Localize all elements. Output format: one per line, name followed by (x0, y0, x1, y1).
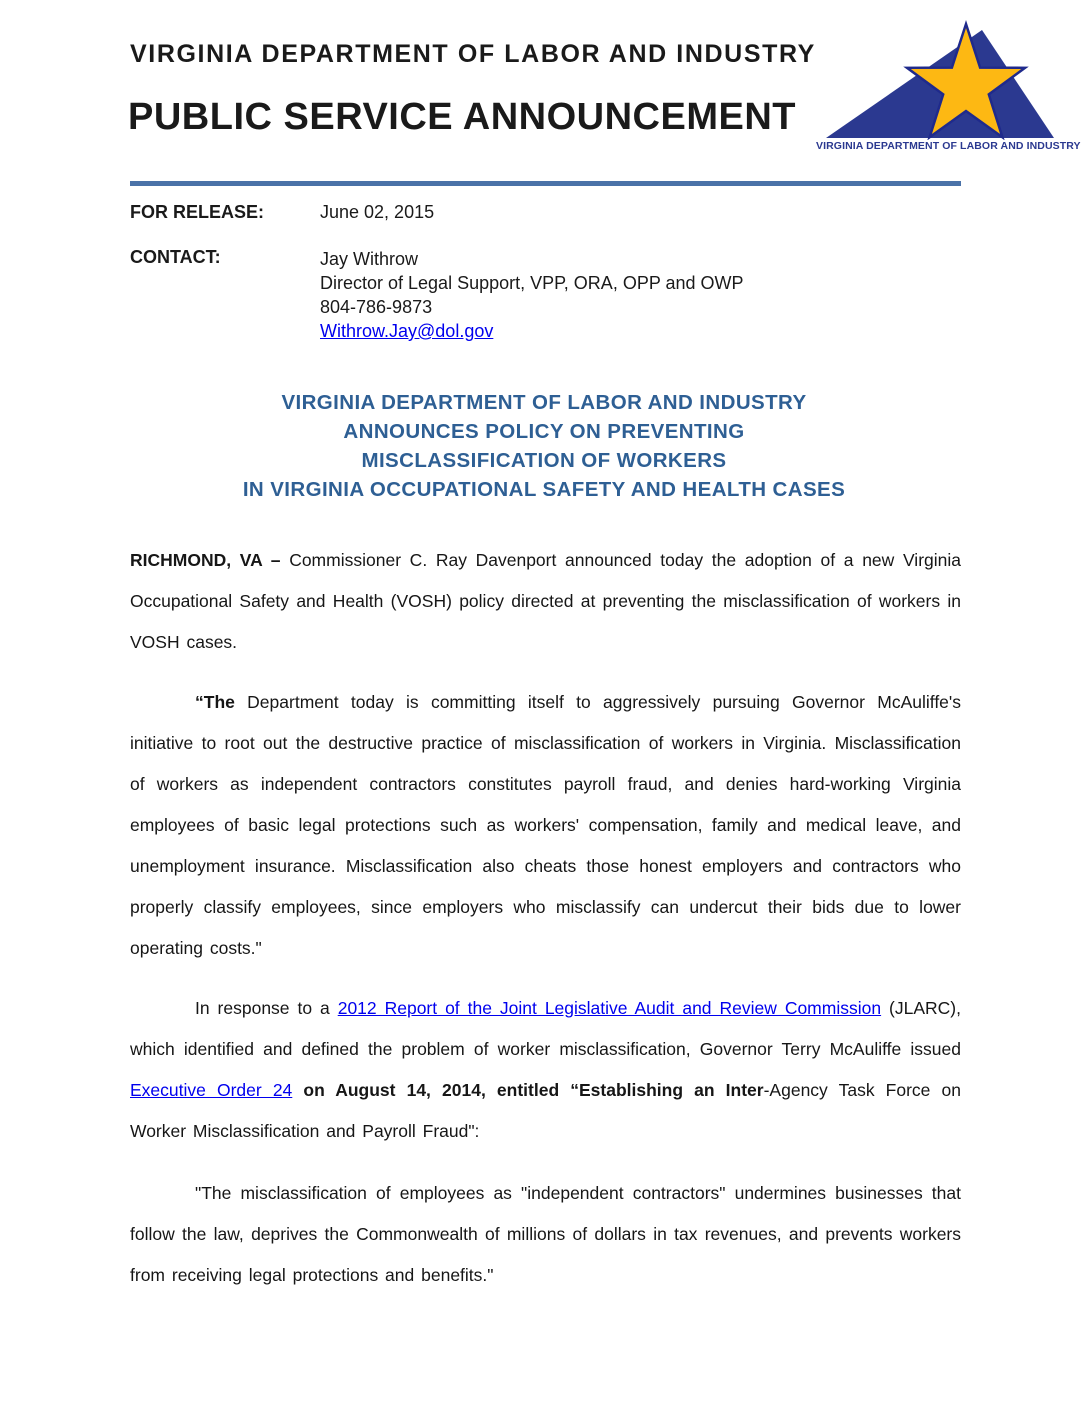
agency-logo (816, 14, 1081, 164)
contact-email-link[interactable]: Withrow.Jay@dol.gov (320, 321, 494, 341)
executive-order-24-link[interactable]: Executive Order 24 (130, 1080, 293, 1100)
paragraph-richmond-text: Commissioner C. Ray Davenport announced today the adoption of a new Virginia Occupational Safety and Health (VOSH) policy directed at preventing the misclassification of workers in VOSH cases. (130, 550, 961, 652)
for-release-label: FOR RELEASE: (130, 202, 265, 222)
quote-lead: “The (195, 692, 235, 712)
title-line-3: MISCLASSIFICATION OF WORKERS (361, 449, 727, 472)
header-divider-rule (130, 181, 961, 186)
title-line-1: VIRGINIA DEPARTMENT OF LABOR AND INDUSTRY (281, 391, 807, 414)
paragraph-richmond (130, 540, 961, 663)
announcement-title (0, 388, 1088, 504)
title-line-2: ANNOUNCES POLICY ON PREVENTING (343, 420, 745, 443)
response-pre-text: In response to a (195, 998, 338, 1018)
release-date: June 02, 2015 (320, 202, 435, 222)
header-doc-type: PUBLIC SERVICE ANNOUNCEMENT (128, 96, 796, 138)
paragraph-quote-text: Department today is committing itself to aggressively pursuing Governor McAuliffe's initiative to root out the destructive practice of misclassification of workers in Virginia. Misclassification of workers as independent contractors constitutes payroll fraud, and denies hard-working Virginia employees of basic legal protections such as workers' compensation, family and medical leave, and unemployment insurance. Misclassification also cheats those honest employers and contractors who properly classify employees, since employers who misclassify can undercut their bids due to lower operating costs." (130, 692, 961, 958)
mountain-star-logo-icon (816, 14, 1062, 140)
paragraph-eo-quote: "The misclassification of employees as "independent contractors" undermines businesses that follow the law, deprives the Commonwealth of millions of dollars in tax revenues, and prevents workers from receiving legal protections and benefits." (130, 1183, 961, 1285)
logo-caption: VIRGINIA DEPARTMENT OF LABOR AND INDUSTRY (816, 140, 1081, 152)
jlarc-report-link[interactable]: 2012 Report of the Joint Legislative Audit and Review Commission (337, 998, 882, 1018)
response-bold-text: on August 14, 2014, entitled “Establishing an Inter (292, 1080, 764, 1100)
dateline: RICHMOND, VA – (130, 550, 281, 570)
contact-name: Jay Withrow (320, 249, 419, 269)
contact-phone: 804-786-9873 (320, 297, 433, 317)
contact-label: CONTACT: (130, 247, 221, 267)
paragraph-quote-commissioner (130, 682, 961, 969)
title-line-4: IN VIRGINIA OCCUPATIONAL SAFETY AND HEALTH CASES (242, 478, 846, 501)
response-mid-text: (JLARC), which identified and defined the problem of worker misclassification, Governor Terry McAuliffe issued (130, 998, 961, 1059)
paragraph-response (130, 988, 961, 1152)
response-post-text: -Agency Task Force on Worker Misclassification and Payroll Fraud": (130, 1080, 961, 1141)
contact-title: Director of Legal Support, VPP, ORA, OPP and OWP (320, 273, 744, 293)
header-agency-name: VIRGINIA DEPARTMENT OF LABOR AND INDUSTRY (130, 40, 816, 68)
contact-details (320, 247, 744, 343)
